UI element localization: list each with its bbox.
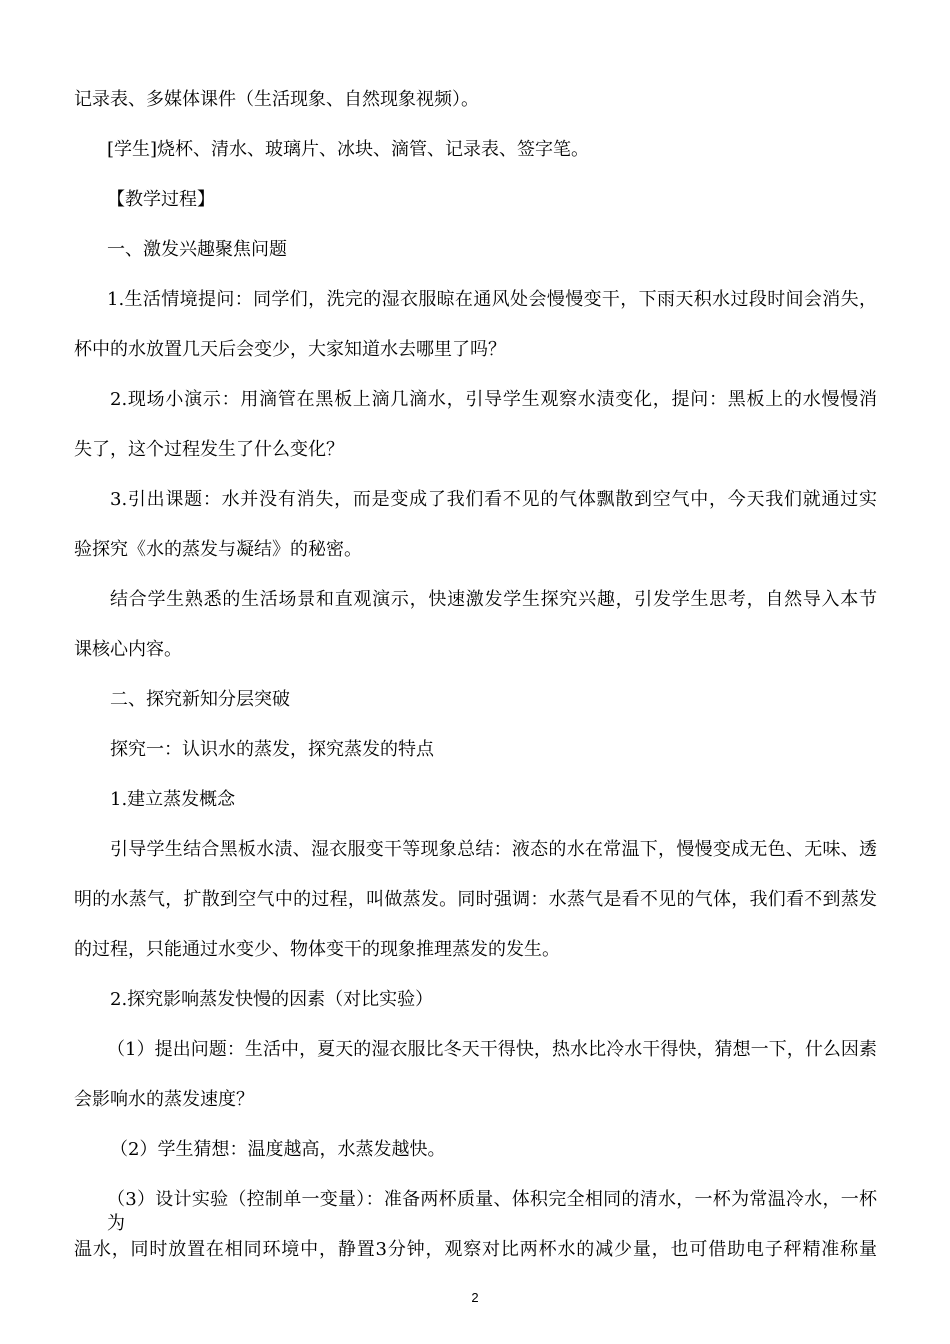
text-line: （2）学生猜想：温度越高，水蒸发越快。	[110, 1139, 446, 1160]
text-line: 3.引出课题：水并没有消失，而是变成了我们看不见的气体飘散到空气中，今天我们就通过实	[110, 489, 877, 510]
text-line: 杯中的水放置几天后会变少，大家知道水去哪里了吗？	[74, 339, 506, 360]
text-line: 验探究《水的蒸发与凝结》的秘密。	[74, 539, 362, 560]
text-line: 1.生活情境提问：同学们，洗完的湿衣服晾在通风处会慢慢变干，下雨天积水过段时间会消失，	[107, 289, 877, 310]
section-heading: 【教学过程】	[107, 189, 215, 210]
text-line: 的过程，只能通过水变少、物体变干的现象推理蒸发的发生。	[74, 939, 560, 960]
text-line: 课核心内容。	[74, 639, 182, 660]
text-line: （1）提出问题：生活中，夏天的湿衣服比冬天干得快，热水比冷水干得快，猜想一下，什么因素	[107, 1039, 877, 1060]
text-line: （3）设计实验（控制单一变量）：准备两杯质量、体积完全相同的清水，一杯为常温冷水，一杯为	[107, 1189, 877, 1234]
page-number: 2	[471, 1290, 479, 1305]
text-line: 失了，这个过程发生了什么变化？	[74, 439, 344, 460]
text-line: 明的水蒸气，扩散到空气中的过程，叫做蒸发。同时强调：水蒸气是看不见的气体，我们看不到蒸发	[74, 889, 877, 910]
subsection-heading: 探究一：认识水的蒸发，探究蒸发的特点	[110, 739, 434, 760]
text-line: 温水，同时放置在相同环境中，静置3分钟，观察对比两杯水的减少量，也可借助电子秤精准称量	[74, 1239, 877, 1260]
subsection-heading: 1.建立蒸发概念	[110, 789, 236, 810]
text-line: 引导学生结合黑板水渍、湿衣服变干等现象总结：液态的水在常温下，慢慢变成无色、无味、透	[110, 839, 877, 860]
text-line: 结合学生熟悉的生活场景和直观演示，快速激发学生探究兴趣，引发学生思考，自然导入本节	[110, 589, 877, 610]
text-line: 记录表、多媒体课件（生活现象、自然现象视频）。	[74, 89, 479, 110]
text-line: 会影响水的蒸发速度？	[74, 1089, 254, 1110]
subsection-heading: 2.探究影响蒸发快慢的因素（对比实验）	[110, 989, 434, 1010]
text-line: 2.现场小演示：用滴管在黑板上滴几滴水，引导学生观察水渍变化，提问：黑板上的水慢慢消	[110, 389, 877, 410]
section-heading: 一、激发兴趣聚焦问题	[107, 239, 287, 260]
text-line: [学生]烧杯、清水、玻璃片、冰块、滴管、记录表、签字笔。	[107, 139, 590, 160]
section-heading: 二、探究新知分层突破	[110, 689, 290, 710]
